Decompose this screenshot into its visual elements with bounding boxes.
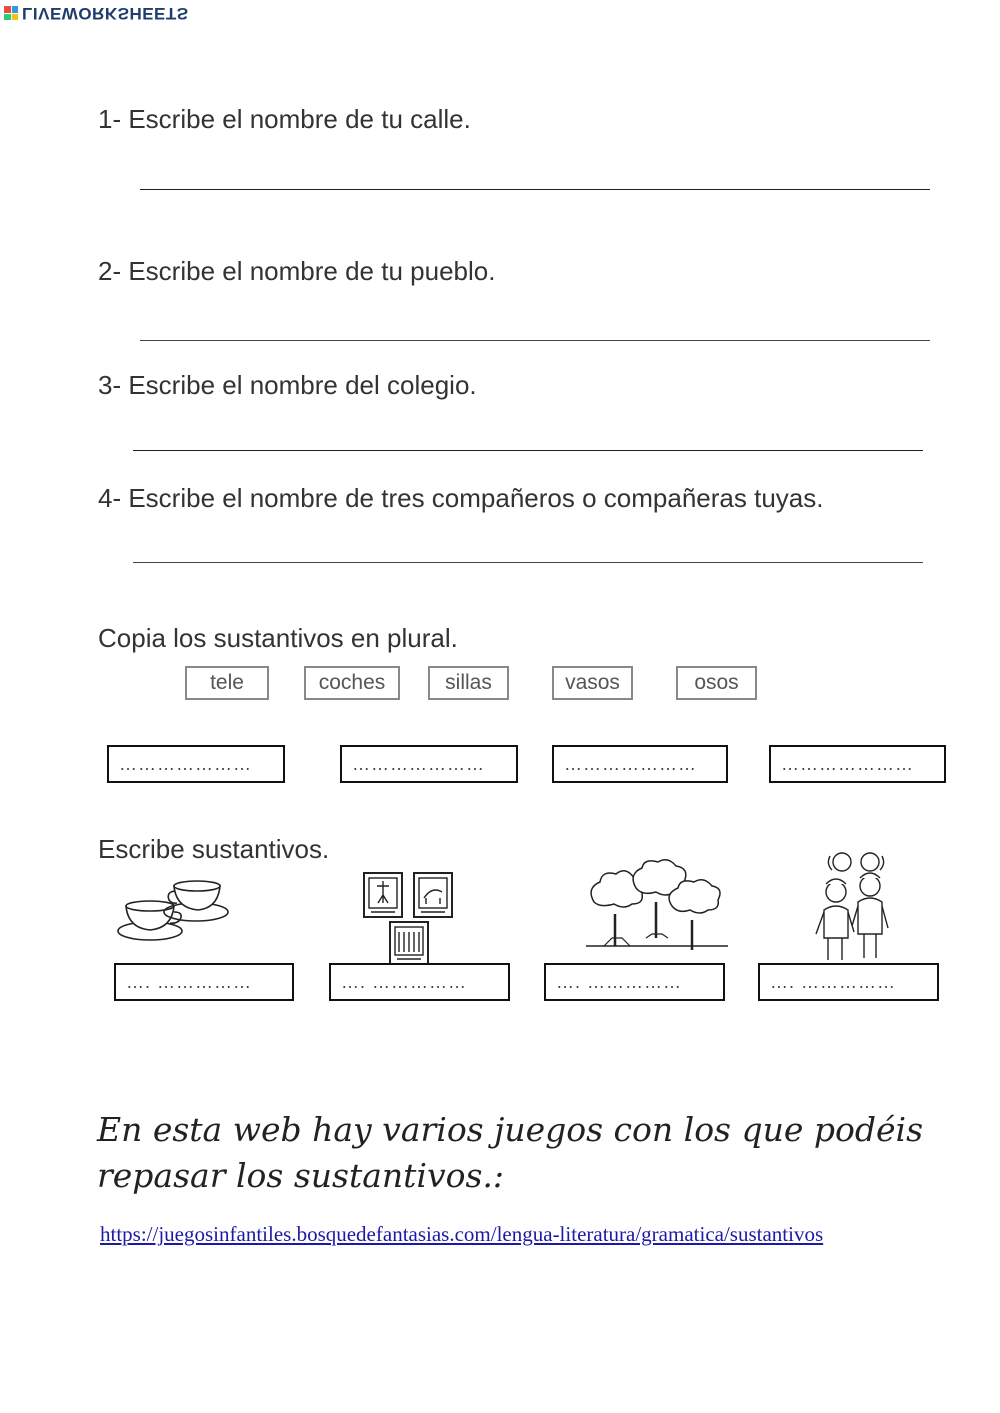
question-1: 1- Escribe el nombre de tu calle. <box>98 104 471 134</box>
answer-line-4[interactable] <box>133 562 923 563</box>
noun-answer-2[interactable]: …. …………… <box>329 963 510 1001</box>
noun-answer-3[interactable]: …. …………… <box>544 963 725 1001</box>
footer-line-1: En esta web hay varios juegos con los que podéis <box>97 1110 924 1149</box>
plural-answer-1[interactable]: ………………… <box>107 745 285 783</box>
plural-answer-2[interactable]: ………………… <box>340 745 518 783</box>
word-sillas: sillas <box>428 666 509 700</box>
answer-line-2[interactable] <box>140 340 930 341</box>
sustantivos-games-link[interactable]: https://juegosinfantiles.bosquedefantasias.com/lengua-literatura/gramatica/sustantivos <box>100 1222 824 1246</box>
answer-line-3[interactable] <box>133 450 923 451</box>
answer-line-1[interactable] <box>140 189 930 190</box>
question-2: 2- Escribe el nombre de tu pueblo. <box>98 256 496 286</box>
noun-answer-1[interactable]: …. …………… <box>114 963 294 1001</box>
trees-icon <box>584 862 730 956</box>
question-3: 3- Escribe el nombre del colegio. <box>98 370 477 400</box>
plural-section-title: Copia los sustantivos en plural. <box>98 623 458 653</box>
word-coches: coches <box>304 666 400 700</box>
liveworksheets-logo <box>4 2 189 24</box>
word-osos: osos <box>676 666 757 700</box>
footer-line-2: repasar los sustantivos.: <box>97 1156 505 1195</box>
nouns-section-title: Escribe sustantivos. <box>98 834 330 864</box>
question-4: 4- Escribe el nombre de tres compañeros o compañeras tuyas. <box>98 483 824 513</box>
noun-answer-4[interactable]: …. …………… <box>758 963 939 1001</box>
pictures-icon <box>362 872 454 964</box>
cups-icon <box>112 876 234 948</box>
logo-blocks-icon <box>4 6 18 20</box>
word-vasos: vasos <box>552 666 633 700</box>
children-icon <box>812 850 890 962</box>
word-tele: tele <box>185 666 269 700</box>
logo-text: LIVEWORKSHEETS <box>22 4 189 23</box>
plural-answer-4[interactable]: ………………… <box>769 745 946 783</box>
plural-answer-3[interactable]: ………………… <box>552 745 728 783</box>
